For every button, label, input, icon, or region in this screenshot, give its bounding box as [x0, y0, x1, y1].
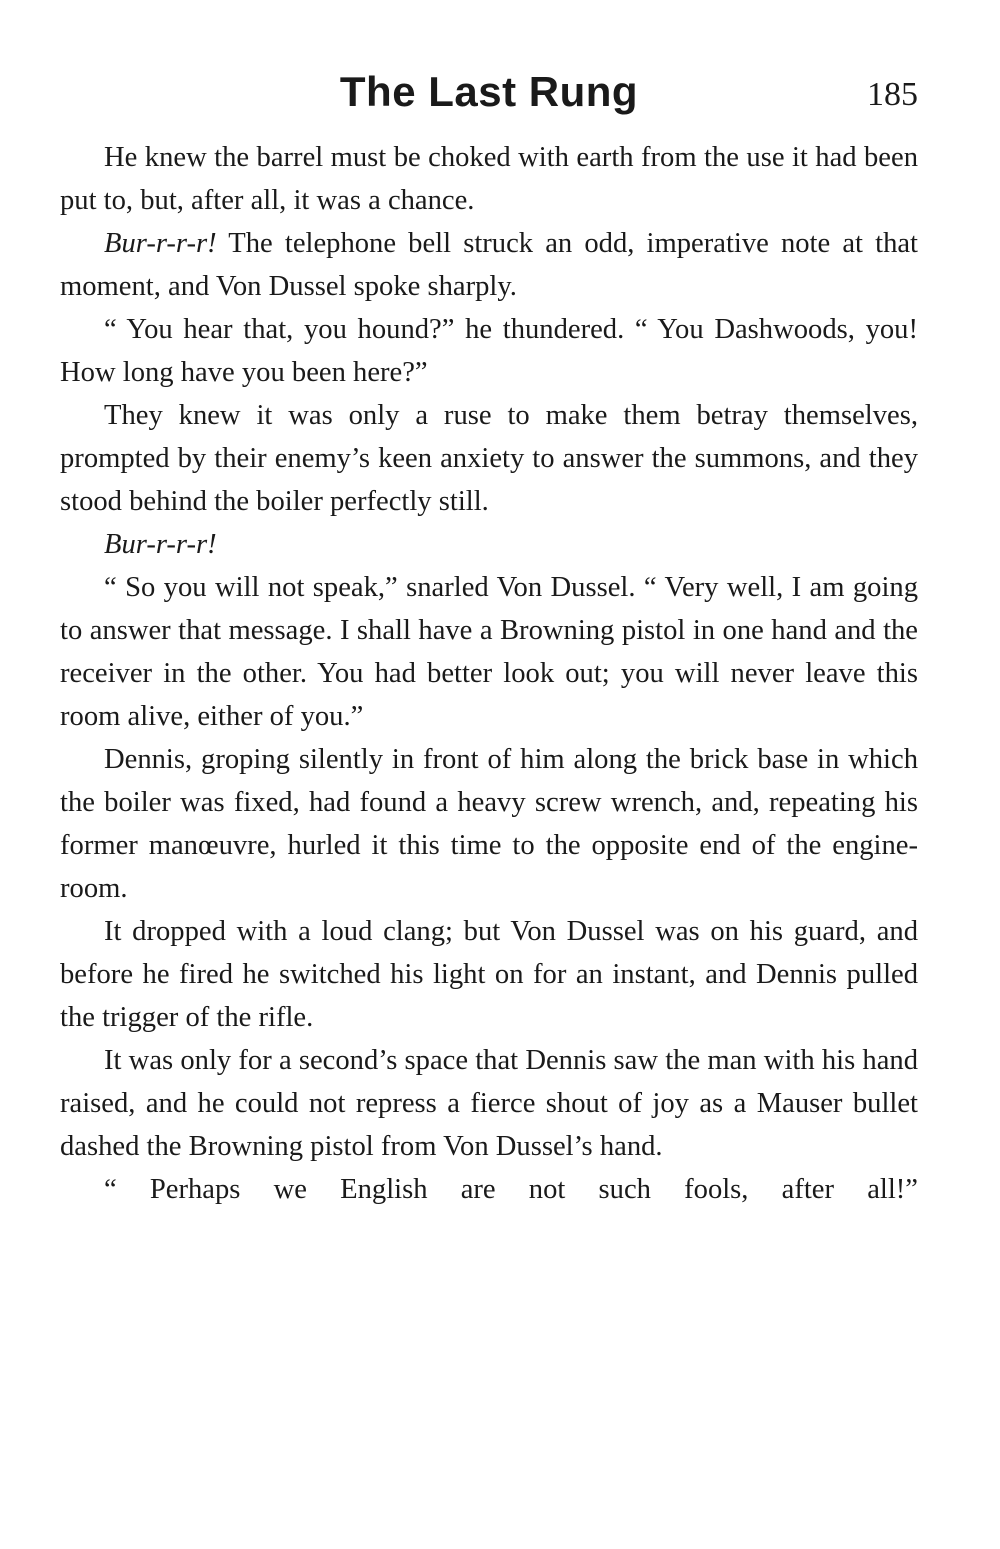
paragraph: They knew it was only a ruse to make them betray themselves, prompted by their enemy’s keen anxiety to answer the summons, and they stood behind the boiler perfectly still.	[60, 400, 918, 517]
paragraph: Dennis, groping silently in front of him along the brick base in which the boiler was fixed, had found a heavy screw wrench, and, repeating his former manœuvre, hurled it this time to the opposite end of the engine-room.	[60, 744, 918, 904]
page-number: 185	[867, 76, 918, 113]
body-text	[60, 136, 918, 1211]
paragraph	[60, 523, 918, 566]
sound-effect: Bur-r-r-r!	[104, 529, 217, 560]
paragraph: Bur-r-r-r! The telephone bell struck an odd, imperative note at that moment, and Von Dussel spoke sharply.	[60, 228, 918, 302]
paragraph: “ So you will not speak,” snarled Von Dussel. “ Very well, I am going to answer that message. I shall have a Browning pistol in one hand and the receiver in the other. You had better look out; you will never leave this room alive, either of you.”	[60, 572, 918, 732]
paragraph: “ Perhaps we English are not such fools, after all!”	[104, 1174, 918, 1205]
running-header	[60, 68, 918, 128]
paragraph: It dropped with a loud clang; but Von Dussel was on his guard, and before he fired he switched his light on for an instant, and Dennis pulled the trigger of the rifle.	[60, 916, 918, 1033]
sound-effect: Bur-r-r-r!	[104, 228, 217, 259]
paragraph: It was only for a second’s space that Dennis saw the man with his hand raised, and he could not repress a fierce shout of joy as a Mauser bullet dashed the Browning pistol from Von Dussel’s hand.	[60, 1045, 918, 1162]
running-title: The Last Rung	[339, 68, 639, 115]
paragraph: He knew the barrel must be choked with earth from the use it had been put to, but, after all, it was a chance.	[60, 142, 918, 216]
paragraph: “ You hear that, you hound?” he thundered. “ You Dashwoods, you! How long have you been here?”	[60, 314, 918, 388]
